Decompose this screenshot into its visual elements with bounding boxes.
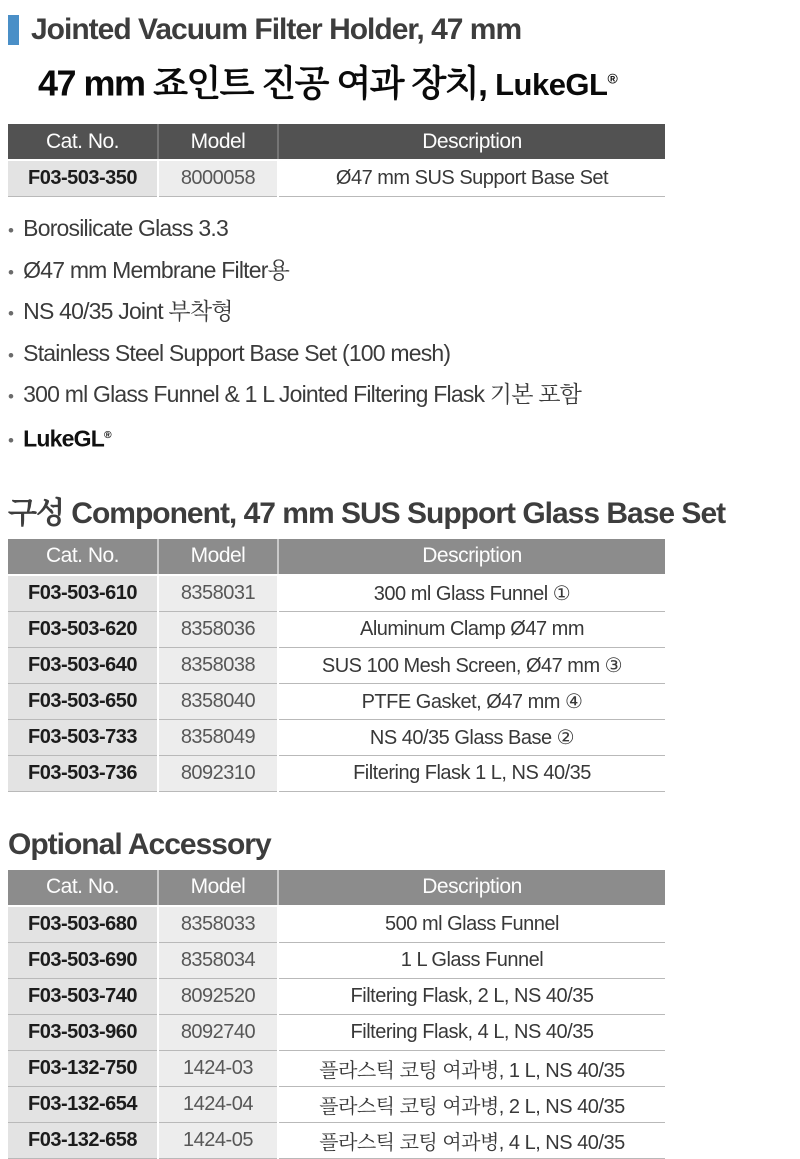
bullet-icon: • (8, 262, 14, 282)
table-row (8, 719, 665, 755)
model-cell: 1424-04 (158, 1086, 278, 1122)
page-title: Jointed Vacuum Filter Holder, 47 mm (31, 13, 522, 46)
section-title-optional: Optional Accessory (8, 827, 271, 861)
cat-no-cell: F03-132-750 (8, 1050, 158, 1086)
column-header: Cat. No. (8, 870, 158, 906)
table-row (8, 942, 665, 978)
bullet-icon: • (8, 304, 14, 324)
page-header (8, 0, 800, 48)
page-subtitle (38, 56, 800, 108)
feature-item: • 300 ml Glass Funnel & 1 L Jointed Filtering Flask 기본 포함 (8, 375, 800, 417)
description-cell: Filtering Flask, 4 L, NS 40/35 (278, 1014, 665, 1050)
bullet-icon: • (8, 345, 14, 365)
brand-name: LukeGL® (495, 67, 618, 103)
model-cell: 8358036 (158, 611, 278, 647)
description-cell: 플라스틱 코팅 여과병, 1 L, NS 40/35 (278, 1050, 665, 1086)
table-row (8, 755, 665, 791)
table-row (8, 1050, 665, 1086)
model-cell: 1424-05 (158, 1122, 278, 1158)
description-cell: 플라스틱 코팅 여과병, 2 L, NS 40/35 (278, 1086, 665, 1122)
description-cell: 플라스틱 코팅 여과병, 4 L, NS 40/35 (278, 1122, 665, 1158)
model-cell: 8358033 (158, 906, 278, 943)
bullet-icon: • (8, 387, 14, 407)
cat-no-cell: F03-132-654 (8, 1086, 158, 1122)
description-cell: SUS 100 Mesh Screen, Ø47 mm ③ (278, 647, 665, 683)
registered-mark-symbol: ® (607, 71, 618, 87)
model-cell: 8358049 (158, 719, 278, 755)
column-header: Description (278, 124, 665, 160)
column-header: Model (158, 124, 278, 160)
table-row (8, 1122, 665, 1158)
description-cell: 500 ml Glass Funnel (278, 906, 665, 943)
cat-no-cell: F03-503-960 (8, 1014, 158, 1050)
registered-mark-symbol: ® (103, 429, 111, 441)
column-header: Model (158, 870, 278, 906)
feature-item: • Stainless Steel Support Base Set (100 mesh) (8, 334, 800, 376)
model-cell: 8092310 (158, 755, 278, 791)
feature-item: • Ø47 mm Membrane Filter용 (8, 251, 800, 293)
cat-no-cell: F03-503-650 (8, 683, 158, 719)
column-header: Description (278, 870, 665, 906)
table-row (8, 611, 665, 647)
table-row (8, 647, 665, 683)
bullet-icon: • (8, 431, 14, 451)
table-row (8, 978, 665, 1014)
cat-no-cell: F03-132-658 (8, 1122, 158, 1158)
cat-no-cell: F03-503-640 (8, 647, 158, 683)
cat-no-cell: F03-503-350 (8, 160, 158, 197)
model-cell: 8358031 (158, 575, 278, 612)
optional-table (8, 870, 665, 1159)
subtitle-korean: 47 mm 죠인트 진공 여과 장치, (38, 62, 487, 104)
model-cell: 1424-03 (158, 1050, 278, 1086)
accent-bar-icon (8, 15, 19, 45)
bullet-icon: • (8, 221, 14, 241)
description-cell: Ø47 mm SUS Support Base Set (278, 160, 665, 197)
feature-item-brand: • LukeGL® (8, 417, 800, 461)
cat-no-cell: F03-503-733 (8, 719, 158, 755)
model-cell: 8358038 (158, 647, 278, 683)
feature-item: • NS 40/35 Joint 부착형 (8, 292, 800, 334)
cat-no-cell: F03-503-620 (8, 611, 158, 647)
section-title-component: 구성 Component, 47 mm SUS Support Glass Base Set (8, 496, 726, 530)
feature-list (8, 209, 800, 461)
cat-no-cell: F03-503-690 (8, 942, 158, 978)
cat-no-cell: F03-503-736 (8, 755, 158, 791)
table-row (8, 906, 665, 943)
column-header: Model (158, 539, 278, 575)
cat-no-cell: F03-503-680 (8, 906, 158, 943)
description-cell: NS 40/35 Glass Base ② (278, 719, 665, 755)
model-cell: 8358040 (158, 683, 278, 719)
table-row (8, 575, 665, 612)
table-row (8, 683, 665, 719)
component-table (8, 539, 665, 792)
description-cell: Filtering Flask, 2 L, NS 40/35 (278, 978, 665, 1014)
cat-no-cell: F03-503-740 (8, 978, 158, 1014)
column-header: Cat. No. (8, 124, 158, 160)
column-header: Description (278, 539, 665, 575)
table-row (8, 1086, 665, 1122)
table-row (8, 160, 665, 197)
description-cell: Aluminum Clamp Ø47 mm (278, 611, 665, 647)
column-header: Cat. No. (8, 539, 158, 575)
description-cell: 300 ml Glass Funnel ① (278, 575, 665, 612)
model-cell: 8358034 (158, 942, 278, 978)
table-row (8, 1014, 665, 1050)
cat-no-cell: F03-503-610 (8, 575, 158, 612)
model-cell: 8092520 (158, 978, 278, 1014)
description-cell: PTFE Gasket, Ø47 mm ④ (278, 683, 665, 719)
description-cell: Filtering Flask 1 L, NS 40/35 (278, 755, 665, 791)
model-cell: 8000058 (158, 160, 278, 197)
description-cell: 1 L Glass Funnel (278, 942, 665, 978)
model-cell: 8092740 (158, 1014, 278, 1050)
product-table (8, 124, 665, 197)
feature-item: • Borosilicate Glass 3.3 (8, 209, 800, 251)
